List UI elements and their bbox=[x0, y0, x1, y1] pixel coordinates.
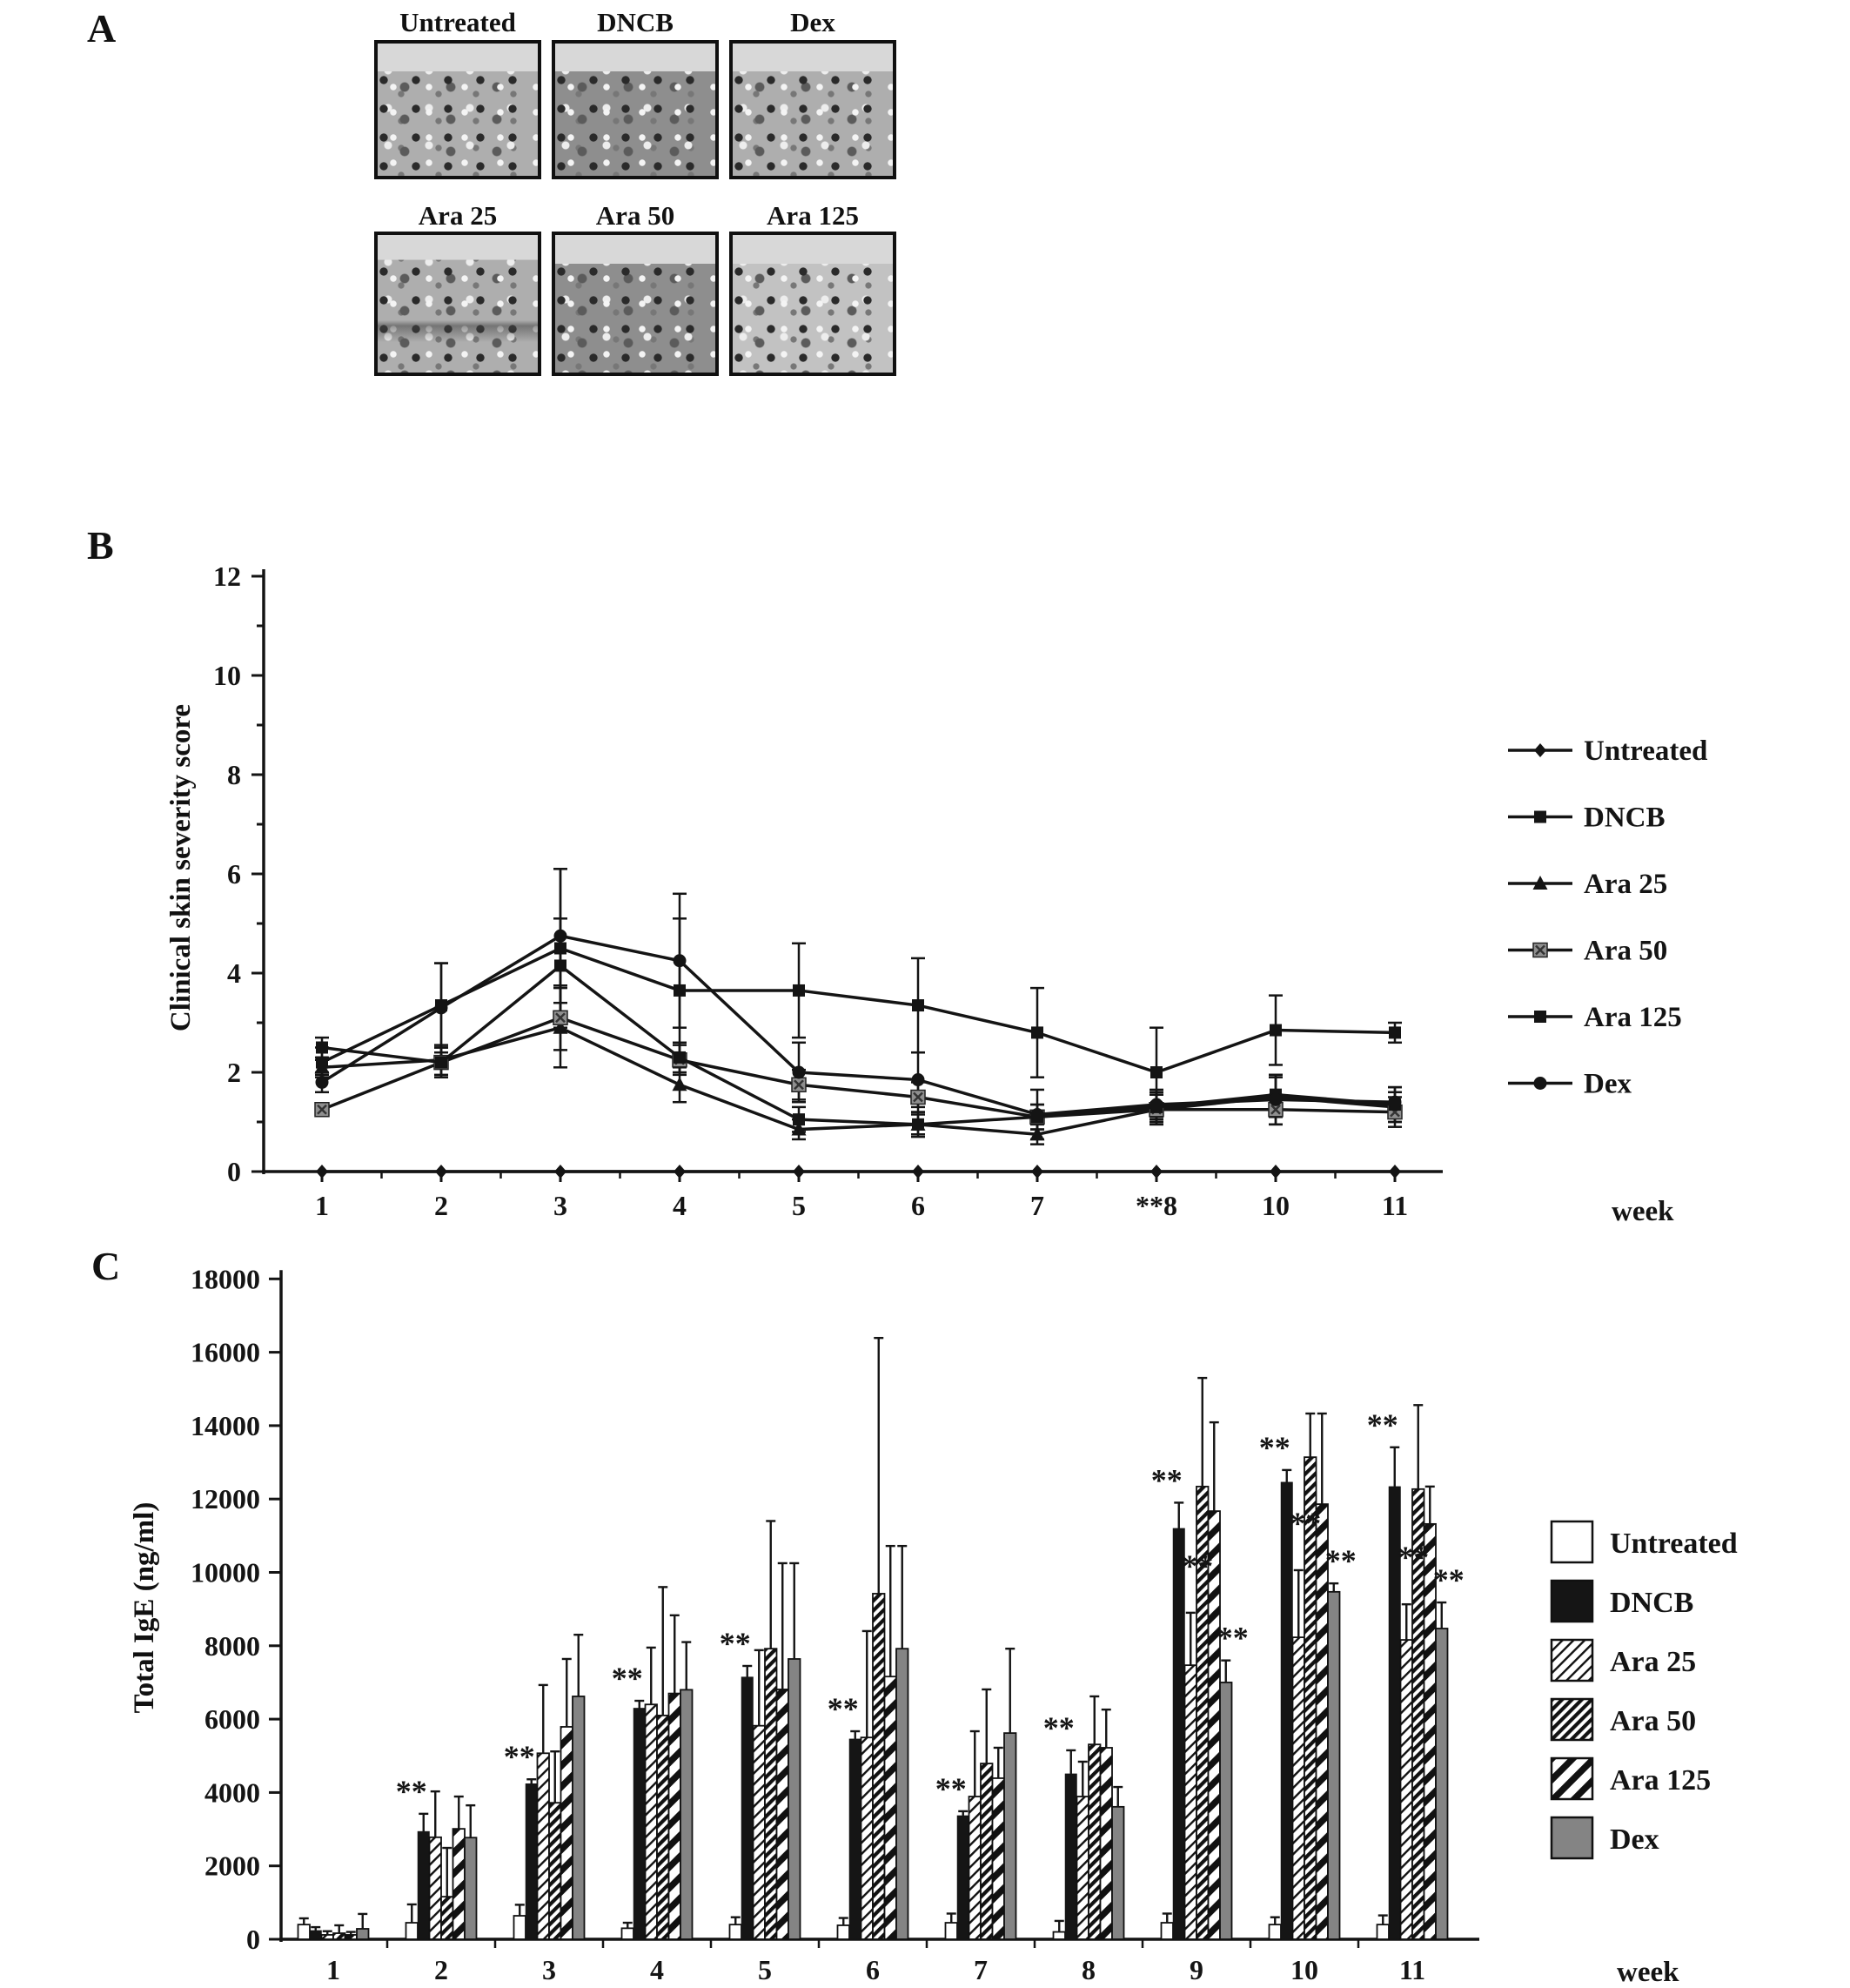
svg-text:**: ** bbox=[1182, 1548, 1214, 1583]
svg-text:16000: 16000 bbox=[191, 1336, 260, 1368]
panel-c-chart bbox=[191, 1263, 1679, 1988]
panel-b-legend bbox=[1508, 735, 1707, 1100]
svg-text:0: 0 bbox=[246, 1924, 260, 1955]
svg-text:2: 2 bbox=[227, 1057, 241, 1088]
svg-text:4000: 4000 bbox=[204, 1776, 260, 1809]
svg-text:DNCB: DNCB bbox=[1584, 802, 1666, 834]
svg-text:week: week bbox=[1617, 1957, 1679, 1988]
svg-text:3: 3 bbox=[542, 1954, 556, 1985]
svg-text:**: ** bbox=[935, 1770, 967, 1806]
panel-b-chart bbox=[213, 561, 1674, 1227]
svg-text:14000: 14000 bbox=[191, 1409, 260, 1441]
svg-text:**: ** bbox=[1432, 1562, 1465, 1598]
svg-text:8: 8 bbox=[227, 759, 241, 790]
micrograph-label-ara-50: Ara 50 bbox=[595, 200, 675, 231]
svg-text:Ara 25: Ara 25 bbox=[1610, 1646, 1697, 1678]
svg-text:Untreated: Untreated bbox=[1610, 1528, 1738, 1560]
panel-b-y-axis-title: Clinical skin severity score bbox=[165, 703, 197, 1032]
svg-text:6: 6 bbox=[227, 858, 241, 890]
svg-text:**: ** bbox=[1324, 1543, 1357, 1579]
panel-b-label: B bbox=[87, 523, 114, 568]
svg-text:1: 1 bbox=[326, 1954, 340, 1985]
svg-text:0: 0 bbox=[227, 1156, 241, 1187]
svg-text:6000: 6000 bbox=[204, 1703, 260, 1736]
panel-c-y-axis-title: Total IgE (ng/ml) bbox=[129, 1501, 160, 1714]
svg-text:2000: 2000 bbox=[204, 1850, 260, 1882]
svg-text:**: ** bbox=[719, 1625, 751, 1661]
svg-text:**: ** bbox=[1042, 1709, 1075, 1745]
svg-text:**: ** bbox=[1258, 1429, 1290, 1465]
svg-text:**: ** bbox=[1290, 1505, 1322, 1541]
panel-a-label: A bbox=[87, 6, 117, 50]
svg-text:Ara 25: Ara 25 bbox=[1584, 869, 1668, 900]
svg-text:12: 12 bbox=[213, 561, 241, 592]
svg-text:**: ** bbox=[1150, 1462, 1183, 1498]
svg-text:Dex: Dex bbox=[1610, 1823, 1659, 1856]
svg-text:10: 10 bbox=[213, 660, 241, 691]
svg-text:Ara 50: Ara 50 bbox=[1584, 935, 1668, 967]
svg-text:**8: **8 bbox=[1136, 1190, 1177, 1221]
svg-text:week: week bbox=[1612, 1196, 1674, 1227]
micrograph-label-dex: Dex bbox=[790, 7, 835, 37]
svg-text:7: 7 bbox=[1030, 1190, 1044, 1221]
svg-text:10: 10 bbox=[1262, 1190, 1290, 1221]
micrograph-label-ara-125: Ara 125 bbox=[767, 200, 859, 231]
svg-text:**: ** bbox=[1366, 1407, 1398, 1442]
micrograph-label-ara-25: Ara 25 bbox=[418, 200, 498, 231]
svg-text:9: 9 bbox=[1190, 1954, 1203, 1985]
svg-text:**: ** bbox=[1217, 1620, 1249, 1656]
svg-text:3: 3 bbox=[553, 1190, 567, 1221]
micrograph-label-untreated: Untreated bbox=[399, 7, 516, 37]
svg-text:8: 8 bbox=[1082, 1954, 1096, 1985]
svg-text:11: 11 bbox=[1381, 1190, 1409, 1221]
svg-text:12000: 12000 bbox=[191, 1483, 260, 1515]
svg-text:10: 10 bbox=[1290, 1954, 1318, 1985]
svg-text:Untreated: Untreated bbox=[1584, 735, 1708, 767]
svg-text:7: 7 bbox=[974, 1954, 988, 1985]
panel-c-legend bbox=[1552, 1521, 1738, 1858]
svg-text:**: ** bbox=[395, 1773, 427, 1809]
svg-text:Ara 125: Ara 125 bbox=[1610, 1764, 1712, 1797]
svg-text:4: 4 bbox=[227, 957, 241, 989]
svg-text:5: 5 bbox=[758, 1954, 772, 1985]
svg-text:Ara 50: Ara 50 bbox=[1610, 1705, 1697, 1737]
svg-text:Ara 125: Ara 125 bbox=[1584, 1002, 1682, 1033]
svg-text:18000: 18000 bbox=[191, 1263, 260, 1295]
micrograph-label-dncb: DNCB bbox=[597, 7, 674, 37]
svg-text:6: 6 bbox=[866, 1954, 880, 1985]
panel-c-label: C bbox=[91, 1244, 121, 1288]
svg-text:4: 4 bbox=[650, 1954, 664, 1985]
svg-text:5: 5 bbox=[792, 1190, 806, 1221]
svg-text:6: 6 bbox=[911, 1190, 925, 1221]
svg-text:**: ** bbox=[503, 1739, 535, 1775]
svg-text:2: 2 bbox=[434, 1190, 448, 1221]
svg-text:1: 1 bbox=[315, 1190, 329, 1221]
svg-text:8000: 8000 bbox=[204, 1629, 260, 1662]
svg-text:4: 4 bbox=[673, 1190, 687, 1221]
svg-text:DNCB: DNCB bbox=[1610, 1587, 1694, 1619]
svg-text:11: 11 bbox=[1398, 1954, 1426, 1985]
svg-text:Dex: Dex bbox=[1584, 1068, 1632, 1100]
svg-text:**: ** bbox=[1398, 1540, 1430, 1575]
svg-text:10000: 10000 bbox=[191, 1556, 260, 1588]
svg-text:**: ** bbox=[827, 1691, 859, 1727]
svg-text:2: 2 bbox=[434, 1954, 448, 1985]
svg-text:**: ** bbox=[611, 1661, 643, 1696]
